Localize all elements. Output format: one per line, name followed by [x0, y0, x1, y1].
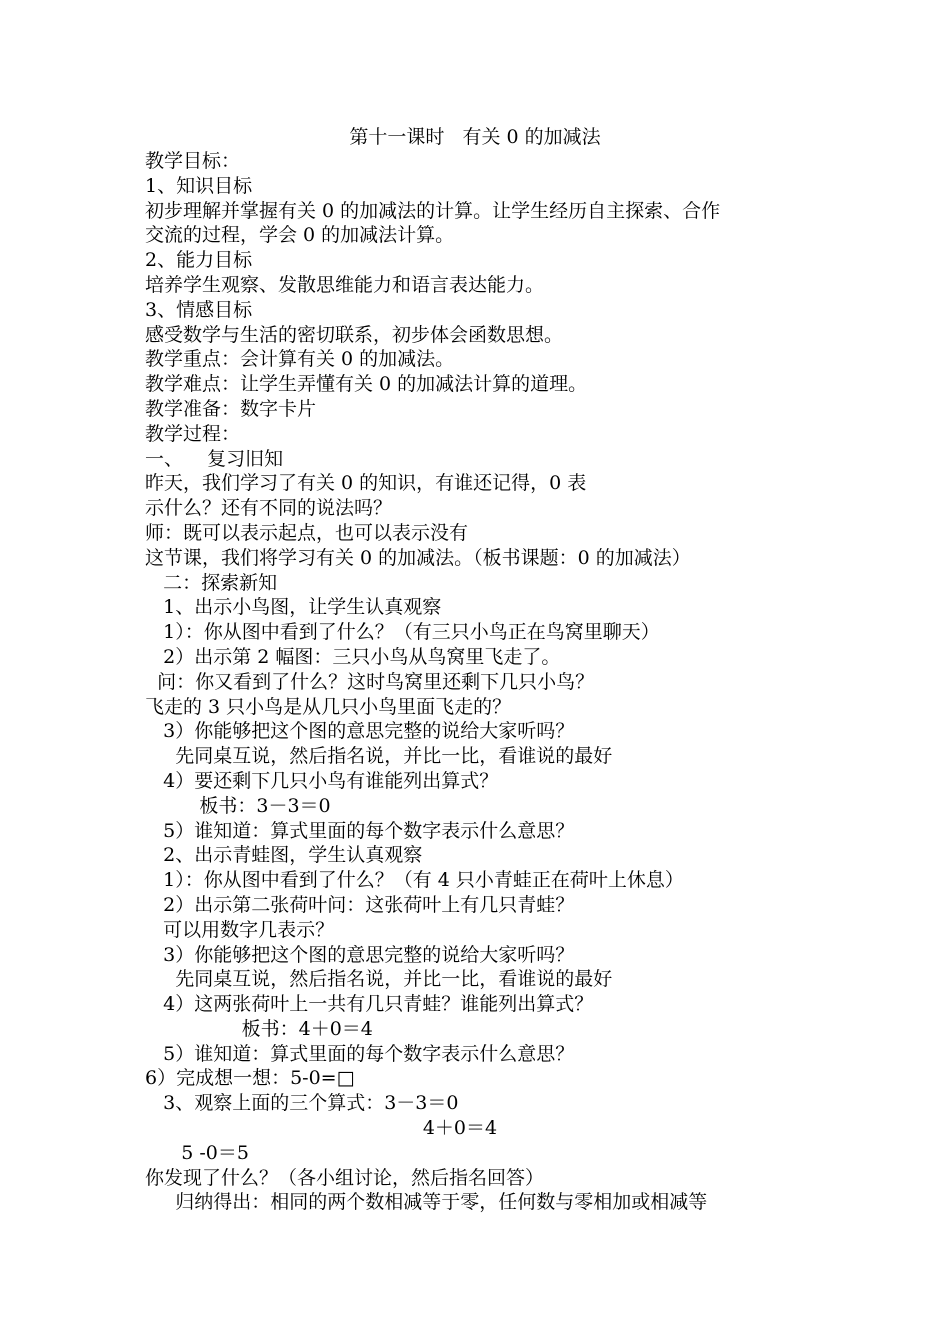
text-line: 先同桌互说，然后指名说，并比一比，看谁说的最好	[145, 745, 613, 768]
text-line: 一、 复习旧知	[145, 447, 284, 470]
text-line: 3、观察上面的三个算式：3－3＝0	[145, 1092, 459, 1115]
text-line: 昨天，我们学习了有关 0 的知识，有谁还记得，0 表	[145, 472, 587, 495]
text-line: 2、出示青蛙图，学生认真观察	[145, 844, 423, 867]
text-line: 3）你能够把这个图的意思完整的说给大家听吗？	[145, 720, 575, 743]
text-line: 归纳得出：相同的两个数相减等于零，任何数与零相加或相减等	[145, 1191, 708, 1214]
text-line: 1、出示小鸟图，让学生认真观察	[145, 596, 442, 619]
text-line: 初步理解并掌握有关 0 的加减法的计算。让学生经历自主探索、合作	[145, 199, 721, 222]
text-line: 6）完成想一想：5-0=□	[145, 1067, 355, 1090]
text-line: 你发现了什么？（各小组讨论，然后指名回答）	[145, 1166, 545, 1189]
text-line: 可以用数字几表示？	[145, 918, 335, 941]
text-line: 这节课，我们将学习有关 0 的加减法。（板书课题：0 的加减法）	[145, 546, 691, 569]
text-line: 3、情感目标	[145, 298, 253, 321]
text-line: 二：探索新知	[145, 571, 278, 594]
text-line: 4）这两张荷叶上一共有几只青蛙？谁能列出算式？	[145, 993, 594, 1016]
text-line: 培养学生观察、发散思维能力和语言表达能力。	[145, 273, 545, 296]
text-line: 教学目标：	[145, 150, 241, 172]
document-body	[145, 149, 825, 1215]
text-line: 4）要还剩下几只小鸟有谁能列出算式？	[145, 769, 499, 792]
text-line: 教学难点：让学生弄懂有关 0 的加减法计算的道理。	[145, 373, 588, 396]
text-line: 1）：你从图中看到了什么？（有三只小鸟正在鸟窝里聊天）	[145, 621, 660, 644]
text-line: 5 -0＝5	[145, 1141, 249, 1164]
text-line: 2）出示第二张荷叶问：这张荷叶上有几只青蛙？	[145, 893, 575, 916]
document-title: 第十一课时 有关 0 的加减法	[349, 126, 601, 148]
text-line: 4＋0＝4	[145, 1117, 498, 1140]
text-line: 师：既可以表示起点，也可以表示没有	[145, 521, 469, 544]
text-line: 5）谁知道：算式里面的每个数字表示什么意思？	[145, 1042, 575, 1065]
text-line: 先同桌互说，然后指名说，并比一比，看谁说的最好	[145, 968, 613, 991]
text-line: 板书：4＋0＝4	[145, 1017, 373, 1040]
text-line: 交流的过程，学会 0 的加减法计算。	[145, 224, 455, 247]
text-line: 教学准备：数字卡片	[145, 397, 317, 420]
text-line: 2）出示第 2 幅图：三只小鸟从鸟窝里飞走了。	[145, 645, 561, 668]
text-line: 教学重点：会计算有关 0 的加减法。	[145, 348, 455, 371]
text-line: 2、能力目标	[145, 249, 253, 272]
text-line: 教学过程：	[145, 422, 241, 445]
text-line: 5）谁知道：算式里面的每个数字表示什么意思？	[145, 819, 575, 842]
text-line: 板书：3－3＝0	[145, 794, 331, 817]
text-line: 1、知识目标	[145, 174, 253, 197]
text-line: 示什么？还有不同的说法吗？	[145, 497, 393, 520]
text-line: 1）：你从图中看到了什么？（有 4 只小青蛙正在荷叶上休息）	[145, 869, 684, 892]
text-line: 飞走的 3 只小鸟是从几只小鸟里面飞走的？	[145, 695, 512, 718]
text-line: 感受数学与生活的密切联系，初步体会函数思想。	[145, 323, 564, 346]
text-line: 3）你能够把这个图的意思完整的说给大家听吗？	[145, 943, 575, 966]
text-line: 问：你又看到了什么？这时鸟窝里还剩下几只小鸟？	[145, 670, 595, 693]
